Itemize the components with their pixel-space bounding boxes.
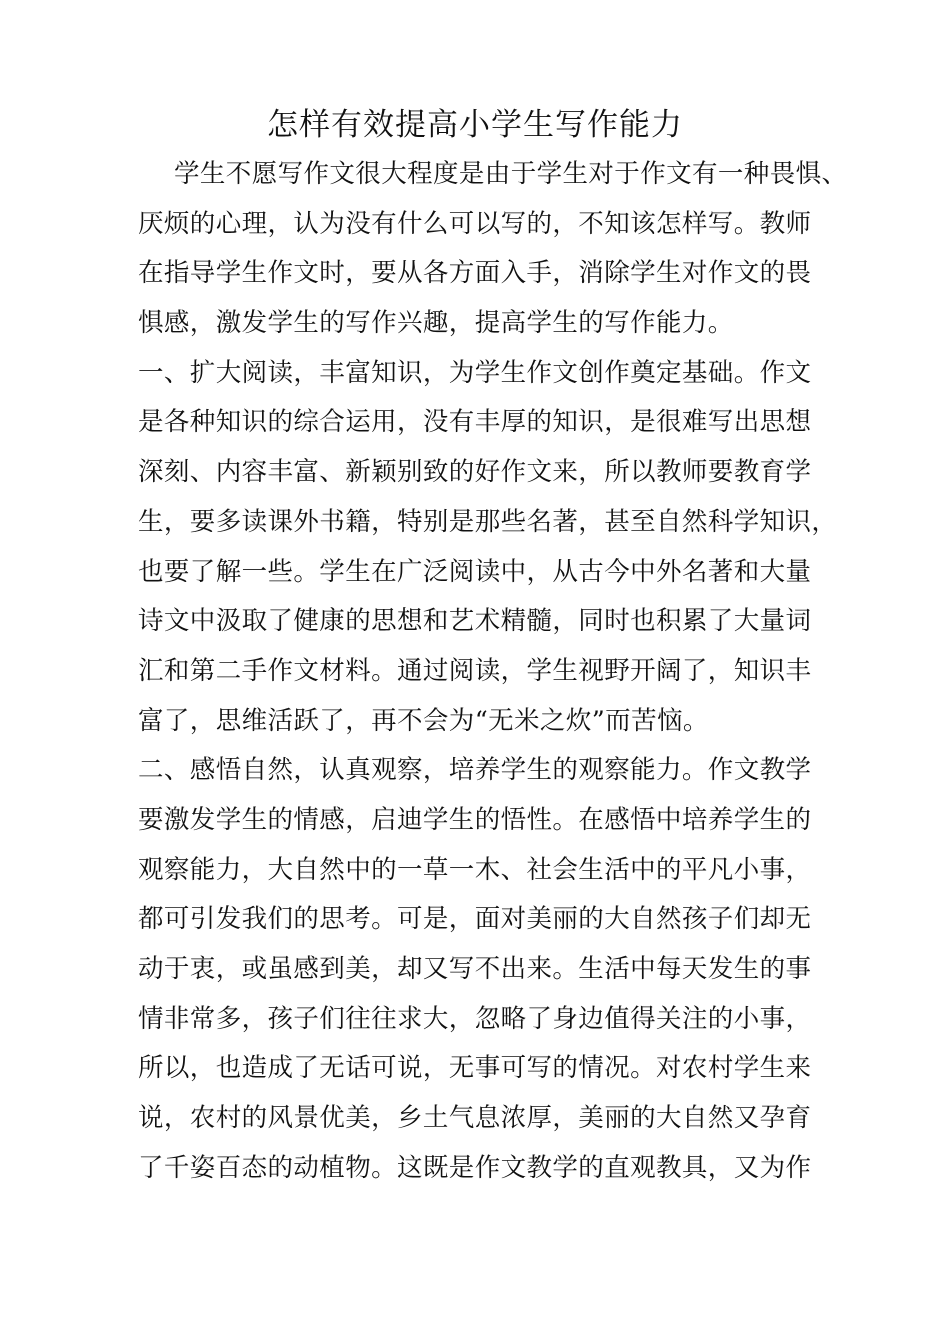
document-title: 怎样有效提高小学生写作能力 (267, 107, 683, 143)
text-line: 要激发学生的情感，启迪学生的悟性。在感悟中培养学生的 (138, 804, 812, 835)
text-line: 学生不愿写作文很大程度是由于学生对于作文有一种畏惧、 (174, 159, 848, 189)
text-line: 情非常多，孩子们往往求大，忽略了身边值得关注的小事， (138, 1003, 812, 1034)
text-line: 汇和第二手作文材料。通过阅读，学生视野开阔了，知识丰 (138, 655, 812, 686)
section-heading-line: 二、感悟自然，认真观察，培养学生的观察能力。作文教学 (138, 755, 812, 786)
text-line: 了千姿百态的动植物。这既是作文教学的直观教具，又为作 (138, 1152, 812, 1183)
document-body (138, 150, 848, 1193)
text-line: 富了，思维活跃了，再不会为“无米之炊”而苦恼。 (138, 705, 709, 736)
text-line: 观察能力，大自然中的一草一木、社会生活中的平凡小事， (138, 854, 812, 885)
text-line: 深刻、内容丰富、新颖别致的好作文来，所以教师要教育学 (138, 457, 812, 488)
text-line: 是各种知识的综合运用，没有丰厚的知识，是很难写出思想 (138, 407, 812, 438)
text-line: 动于衷，或虽感到美，却又写不出来。生活中每天发生的事 (138, 954, 812, 984)
text-line: 都可引发我们的思考。可是，面对美丽的大自然孩子们却无 (138, 904, 812, 935)
text-line: 说，农村的风景优美，乡土气息浓厚，美丽的大自然又孕育 (138, 1103, 812, 1134)
text-line: 厌烦的心理，认为没有什么可以写的，不知该怎样写。教师 (138, 208, 812, 239)
text-line: 所以，也造成了无话可说，无事可写的情况。对农村学生来 (138, 1053, 812, 1084)
text-line: 生，要多读课外书籍，特别是那些名著，甚至自然科学知识， (138, 506, 838, 537)
text-line: 也要了解一些。学生在广泛阅读中，从古今中外名著和大量 (138, 556, 812, 587)
text-line: 惧感，激发学生的写作兴趣，提高学生的写作能力。 (138, 308, 734, 339)
section-heading-line: 一、扩大阅读，丰富知识，为学生作文创作奠定基础。作文 (138, 357, 812, 388)
text-line: 诗文中汲取了健康的思想和艺术精髓，同时也积累了大量词 (138, 606, 812, 637)
text-line: 在指导学生作文时，要从各方面入手，消除学生对作文的畏 (138, 258, 812, 289)
